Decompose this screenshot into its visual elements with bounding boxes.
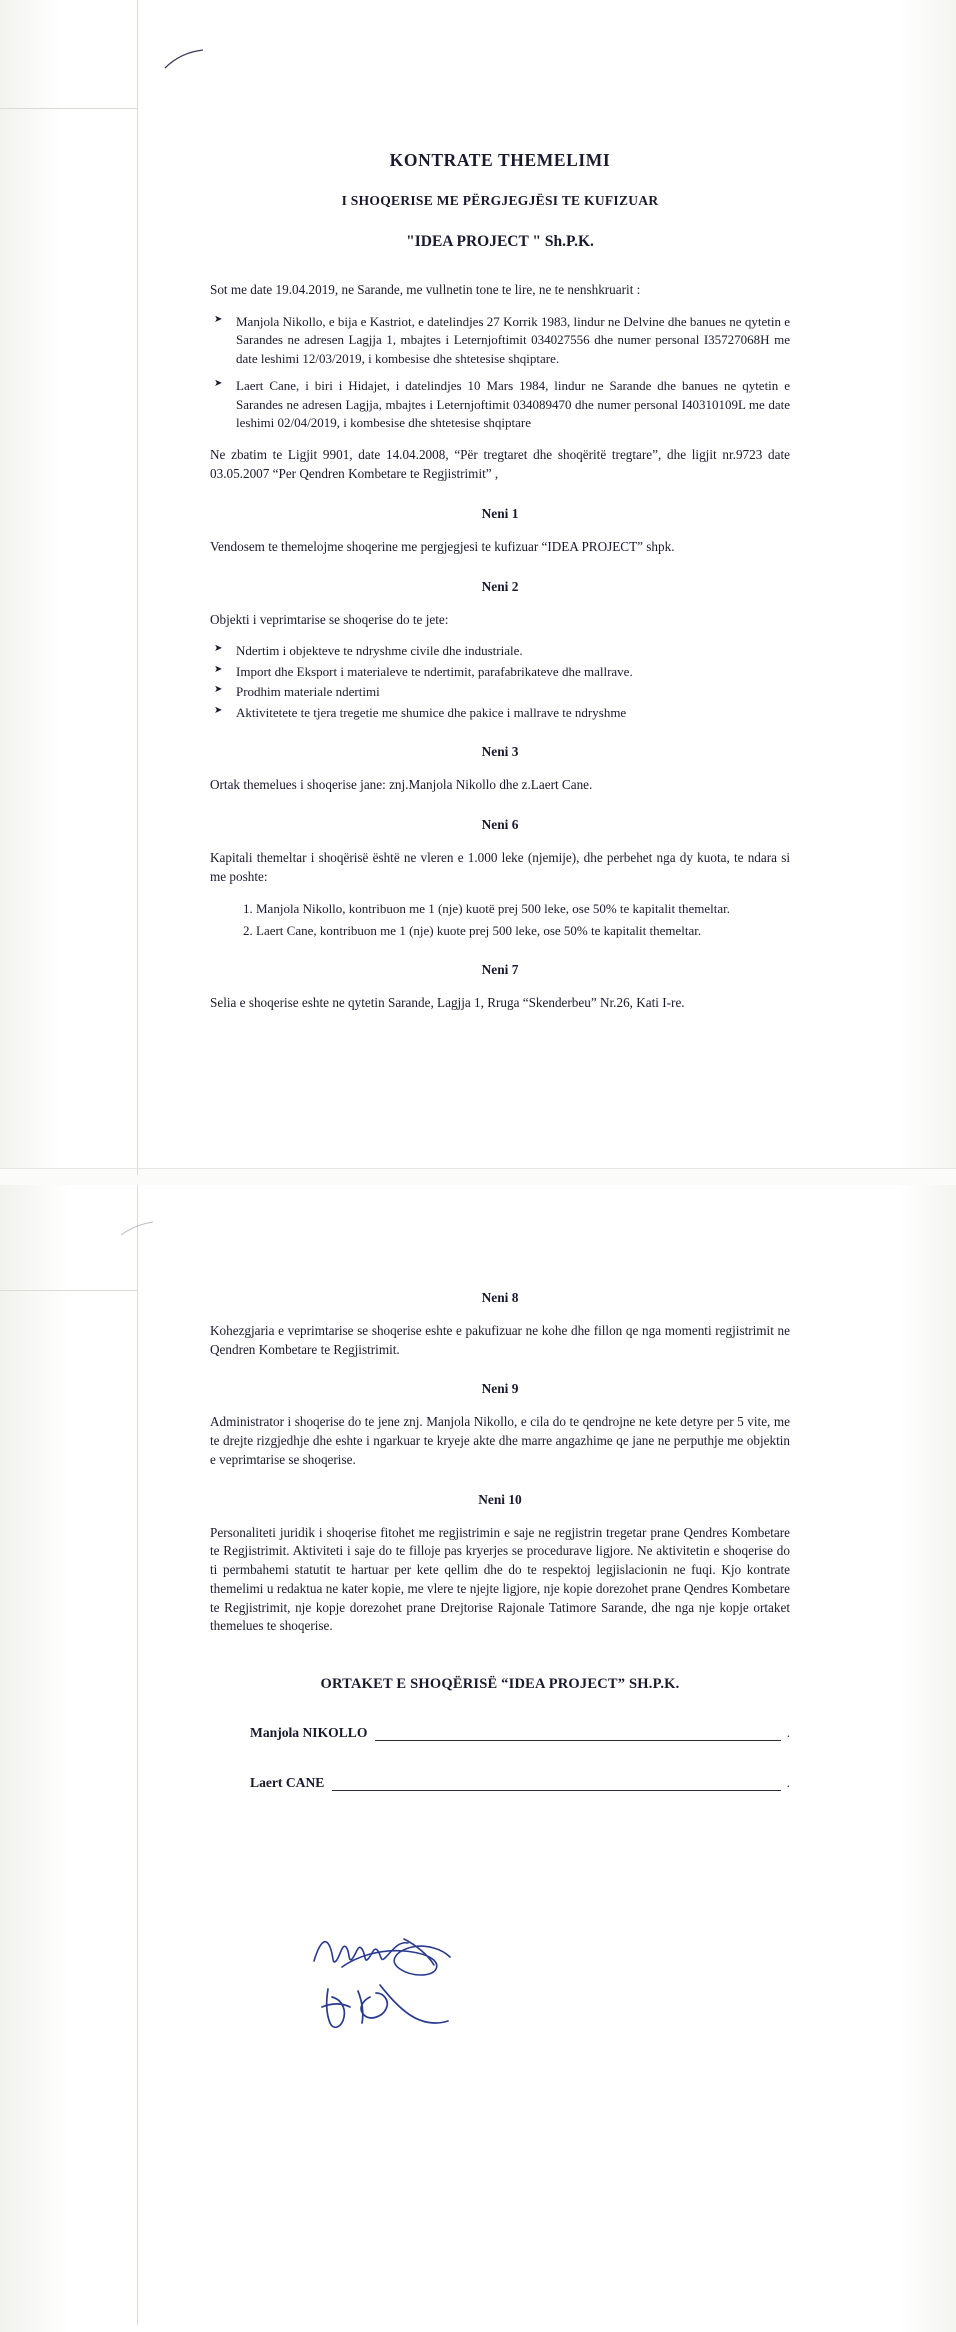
list-item: 1. Manjola Nikollo, kontribuon me 1 (nje) kuotë prej 500 leke, ose 50% te kapitalit themeltar. <box>256 899 790 919</box>
list-item: ➤ Manjola Nikollo, e bija e Kastriot, e datelindjes 27 Korrik 1983, lindur ne Delvine dhe banues ne qytetin e Sarandes ne adresen Lagjja 1, mbajtes i Leternjoftimit 034027556 dhe numer personal I35727068H me date leshimi 12/03/2019, i kombesise dhe shtetesise shqiptare. <box>210 313 790 368</box>
article-3-paragraph: Ortak themelues i shoqerise jane: znj.Manjola Nikollo dhe z.Laert Cane. <box>210 777 593 793</box>
list-item: ➤ Aktivitetete te tjera tregetie me shumice dhe pakice i mallrave te ndryshme <box>210 704 790 722</box>
signature-row <box>210 1775 790 1791</box>
article-heading-9: Neni 9 <box>481 1381 519 1397</box>
legal-basis-paragraph: Ne zbatim te Ligjit 9901, date 14.04.2008, “Për tregtaret dhe shoqëritë tregtare”, dhe ligjit nr.9723 date 03.05.2007 “Per Qendren Kombetare te Regjistrimit” , <box>210 447 790 482</box>
signature-row <box>210 1725 790 1741</box>
article-heading-1: Neni 1 <box>481 505 519 521</box>
capital-shares-list <box>210 899 790 940</box>
list-item: ➤ Laert Cane, i biri i Hidajet, i datelindjes 10 Mars 1984, lindur ne Sarande dhe banues ne qytetin e Sarandes ne adresen Lagjja, mbajtes i Leternjoftimit 034089470 dhe numer personal I40310109L me date leshimi 02/04/2019, i kombesise dhe shtetesise shqiptare <box>210 377 790 432</box>
scan-fold-line <box>0 1290 138 1291</box>
page-subtitle: I SHOQERISE ME PËRGJEGJËSI TE KUFIZUAR <box>341 193 659 208</box>
scan-pen-mark-icon <box>120 1220 154 1238</box>
article-7-paragraph: Selia e shoqerise eshte ne qytetin Sarande, Lagjja 1, Rruga “Skenderbeu” Nr.26, Kati I-re. <box>210 995 685 1011</box>
list-item: ➤ Prodhim materiale ndertimi <box>210 683 790 701</box>
article-heading-10: Neni 10 <box>478 1491 522 1507</box>
signature-line <box>375 1726 780 1741</box>
signatory-name: Manjola NIKOLLO <box>250 1725 368 1741</box>
activity-list <box>210 642 790 722</box>
page-title: KONTRATE THEMELIMI <box>389 150 611 170</box>
company-name: "IDEA PROJECT " Sh.P.K. <box>406 233 594 250</box>
intro-paragraph: Sot me date 19.04.2019, ne Sarande, me vullnetin tone te lire, ne te nenshkruarit : <box>210 282 641 297</box>
scan-pen-mark-icon <box>163 48 205 70</box>
list-item: 2. Laert Cane, kontribuon me 1 (nje) kuote prej 500 leke, ose 50% te kapitalit themeltar. <box>256 921 790 941</box>
article-9-paragraph: Administrator i shoqerise do te jene znj. Manjola Nikollo, e cila do te qendrojne ne kete detyre per 5 vite, me te drejte rizgjedhje dhe eshte i ngarkuar te kryeje akte dhe marre angazhime qe jane ne perputhje me objektin e veprimtarise se shoqerise. <box>210 1414 790 1467</box>
page-1-content <box>210 150 790 1026</box>
article-heading-3: Neni 3 <box>481 744 519 760</box>
signature-trailing-dot: . <box>786 1775 790 1791</box>
list-item: ➤ Ndertim i objekteve te ndryshme civile dhe industriale. <box>210 642 790 660</box>
article-heading-6: Neni 6 <box>481 816 519 832</box>
founders-list <box>210 313 790 433</box>
signature-line <box>332 1776 780 1791</box>
list-item: ➤ Import dhe Eksport i materialeve te ndertimit, parafabrikateve dhe mallrave. <box>210 663 790 681</box>
scan-fold-line <box>137 1185 138 2325</box>
article-heading-7: Neni 7 <box>481 962 519 978</box>
page-2-content <box>210 1290 790 1825</box>
article-8-paragraph: Kohezgjaria e veprimtarise se shoqerise eshte e pakufizuar ne kohe dhe fillon qe nga momenti regjistrimit ne Qendren Kombetare te Regjistrimit. <box>210 1323 790 1357</box>
scan-fold-line <box>137 0 138 1175</box>
signature-section-heading: ORTAKET E SHOQËRISË “IDEA PROJECT” SH.P.K. <box>320 1676 680 1693</box>
scan-fold-line <box>0 108 138 109</box>
signatory-name: Laert CANE <box>250 1775 325 1791</box>
signature-trailing-dot: . <box>786 1725 790 1741</box>
article-10-paragraph: Personaliteti juridik i shoqerise fitohet me regjistrimin e saje ne regjistrin tregetar prane Qendres Kombetare te Regjistrimit. Aktiviteti i saje do te filloje pas kryerjes se procedurave ligjore. Ne aktivitetin e shoqerise do ti permbahemi statutit te hartuar per kete qellim dhe do te respektoj legjislacionin ne fuqi. Kjo kontrate themelimi u redaktua ne kater kopie, me vlere te njejte ligjore, nje kopie dorezohet prane Qendres Kombetare te Regjistrimit, nje kopje dorezohet prane Drejtorise Rajonale Tatimore Sarande, dhe nga nje kopje ortaket themelues te shoqerise. <box>210 1524 790 1634</box>
article-2-paragraph: Objekti i veprimtarise se shoqerise do te jete: <box>210 611 449 627</box>
article-1-paragraph: Vendosem te themelojme shoqerine me pergjegjesi te kufizuar “IDEA PROJECT” shpk. <box>210 538 675 554</box>
article-6-paragraph: Kapitali themeltar i shoqërisë është ne vleren e 1.000 leke (njemije), dhe perbehet nga dy kuota, te ndara si me poshte: <box>210 849 790 884</box>
article-heading-2: Neni 2 <box>481 578 519 594</box>
article-heading-8: Neni 8 <box>481 1290 519 1305</box>
